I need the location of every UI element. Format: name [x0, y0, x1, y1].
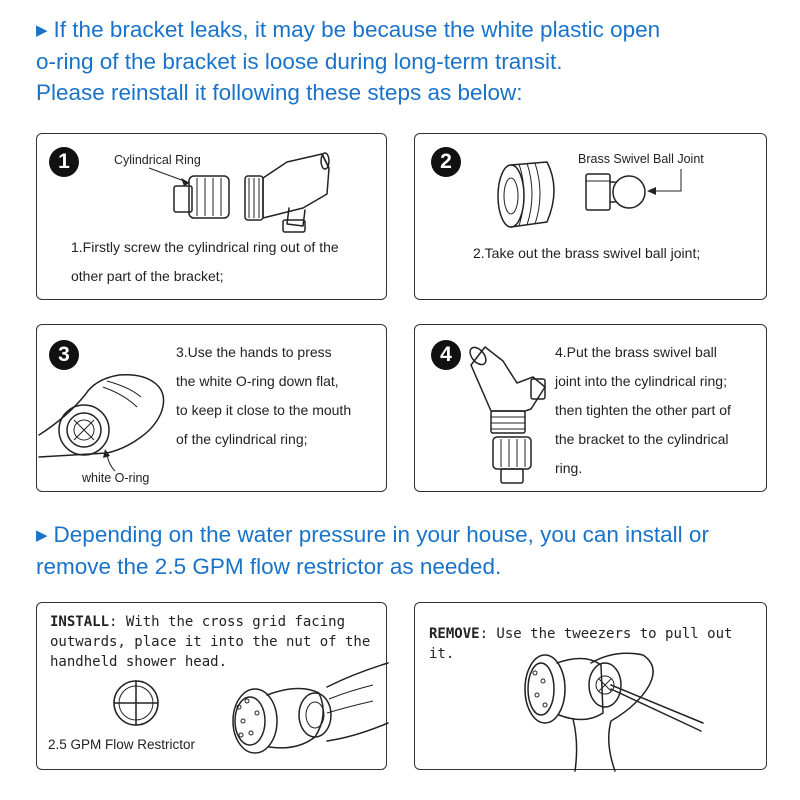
- step-3-line-1: 3.Use the hands to press: [176, 344, 332, 360]
- triangle-bullet-icon: ▶: [36, 22, 48, 39]
- step-1-line-2: other part of the bracket;: [71, 268, 224, 284]
- pressure-line-2: remove the 2.5 GPM flow restrictor as needed.: [36, 554, 502, 579]
- step-number-4: 4: [431, 340, 461, 370]
- step-4-line-1: 4.Put the brass swivel ball: [555, 344, 717, 360]
- step-number-2: 2: [431, 147, 461, 177]
- remove-panel: [414, 602, 767, 770]
- install-line-1: INSTALL: With the cross grid facing: [50, 614, 346, 630]
- remove-illustration: [415, 603, 768, 771]
- white-oring-label: white O-ring: [82, 471, 150, 485]
- install-line-2: outwards, place it into the nut of the: [50, 634, 371, 650]
- pressure-line-1: ▶ Depending on the water pressure in your house, you can install or: [36, 522, 709, 547]
- step-number-3: 3: [49, 340, 79, 370]
- step-number-1: 1: [49, 147, 79, 177]
- remove-keyword: REMOVE: [429, 626, 480, 642]
- swivel-joint-illustration: [415, 134, 768, 301]
- install-keyword: INSTALL: [50, 614, 110, 630]
- step-3-line-3: to keep it close to the mouth: [176, 402, 352, 418]
- triangle-bullet-icon: ▶: [36, 527, 48, 544]
- step-4-line-2: joint into the cylindrical ring;: [555, 373, 727, 389]
- cylindrical-ring-label: Cylindrical Ring: [114, 153, 201, 167]
- step-4-text: [555, 338, 731, 483]
- remove-text: REMOVE: Use the tweezers to pull out it.: [429, 626, 733, 662]
- intro-heading: [36, 14, 660, 108]
- step-1-panel: [36, 133, 387, 300]
- step-2-panel: [414, 133, 767, 300]
- install-line-3: handheld shower head.: [50, 654, 228, 670]
- install-panel: [36, 602, 387, 770]
- step-4-line-3: then tighten the other part of: [555, 402, 731, 418]
- step-2-text: 2.Take out the brass swivel ball joint;: [473, 245, 701, 261]
- step-3-line-4: of the cylindrical ring;: [176, 431, 308, 447]
- step-3-panel: [36, 324, 387, 492]
- step-4-line-4: the bracket to the cylindrical: [555, 431, 729, 447]
- step-3-text: [176, 338, 351, 454]
- step-4-panel: [414, 324, 767, 492]
- step-1-text: [71, 233, 339, 291]
- step-1-line-1: 1.Firstly screw the cylindrical ring out of the: [71, 239, 339, 255]
- flow-restrictor-caption: 2.5 GPM Flow Restrictor: [48, 737, 196, 752]
- intro-line-2: o-ring of the bracket is loose during long-term transit.: [36, 49, 563, 74]
- step-4-line-5: ring.: [555, 460, 583, 476]
- intro-line-1: ▶ If the bracket leaks, it may be because the white plastic open: [36, 17, 661, 42]
- step-3-line-2: the white O-ring down flat,: [176, 373, 339, 389]
- intro-line-3: Please reinstall it following these steps as below:: [36, 80, 523, 105]
- pressure-heading: [36, 519, 709, 582]
- brass-swivel-ball-joint-label: Brass Swivel Ball Joint: [578, 152, 704, 166]
